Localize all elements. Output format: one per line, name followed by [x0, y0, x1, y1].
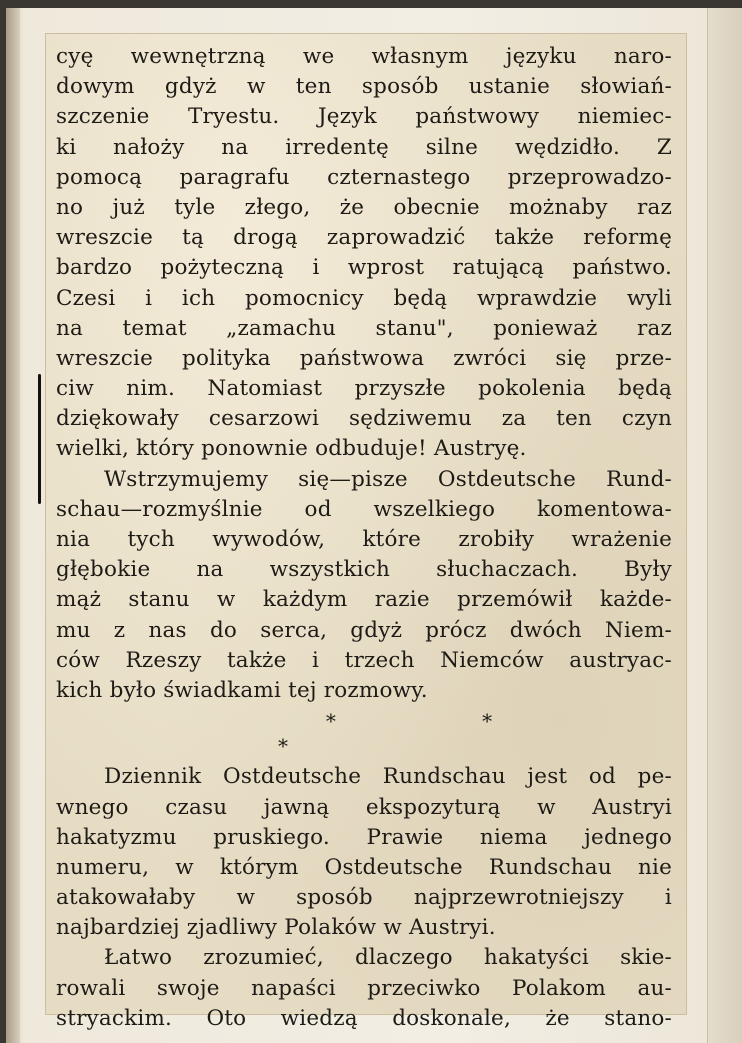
text-line: mąż stanu w każdym razie przemówił każde-: [56, 587, 672, 613]
text-line: nia tych wywodów, które zrobiły wrażenie: [56, 527, 672, 552]
text-line: ki nałoży na irredentę silne wędzidło. Z: [56, 134, 672, 160]
text-line: no już tyle złego, że obecnie możnaby raz: [56, 194, 672, 220]
text-line: mu z nas do serca, gdyż prócz dwóch Niem-: [56, 617, 672, 643]
text-line: numeru, w którym Ostdeutsche Rundschau nie: [56, 854, 672, 880]
text-line: ciw nim. Natomiast przyszłe pokolenia będą: [56, 376, 672, 402]
text-line: wielki, który ponownie odbuduje! Austryę.: [56, 436, 527, 462]
text-line: głębokie na wszystkich słuchaczach. Były: [56, 557, 672, 583]
text-line: na temat „zamachu stanu", ponieważ raz: [56, 315, 672, 341]
text-line: hakatyzmu pruskiego. Prawie niema jednego: [56, 824, 672, 850]
text-line: pomocą paragrafu czternastego przeprowadzo-: [56, 164, 672, 190]
text-line: Wstrzymujemy się—pisze Ostdeutsche Rund-: [104, 466, 672, 492]
page-gutter: [6, 8, 20, 1043]
text-line: kich było świadkami tej rozmowy.: [56, 677, 428, 703]
text-line: atakowałaby w sposób najprzewrotniejszy i: [56, 885, 672, 911]
text-line: cyę wewnętrzną we własnym języku naro-: [56, 44, 672, 69]
text-line: wnego czasu jawną ekspozyturą w Austryi: [56, 794, 672, 820]
text-line: Łatwo zrozumieć, dlaczego hakatyści skie-: [104, 945, 672, 971]
separator-star: *: [278, 734, 289, 759]
article-text: [56, 42, 672, 1034]
text-line: rowali swoje napaści przeciwko Polakom au-: [56, 975, 672, 1001]
text-line: szczenie Tryestu. Język państwowy niemiec-: [56, 104, 672, 130]
text-line: stryackim. Oto wiedzą doskonale, że stano-: [56, 1005, 672, 1031]
text-line: wreszcie polityka państwowa zwróci się prze-: [56, 345, 672, 371]
text-line: schau—rozmyślnie od wszelkiego komentowa-: [56, 496, 672, 522]
text-line: wreszcie tą drogą zaprowadzić także reformę: [56, 225, 672, 251]
separator-stars: * *: [325, 709, 563, 734]
text-line: Czesi i ich pomocnicy będą wprawdzie wyli: [56, 285, 672, 311]
newspaper-clipping: [46, 34, 686, 1031]
text-line: ców Rzeszy także i trzech Niemców austryac-: [56, 647, 672, 673]
text-line: najbardziej zjadliwy Polaków w Austryi.: [56, 915, 496, 941]
text-line: Dziennik Ostdeutsche Rundschau jest od pe-: [104, 764, 672, 790]
album-page: [6, 8, 742, 1043]
page-right-edge: [707, 8, 742, 1043]
text-line: dowym gdyż w ten sposób ustanie słowiań-: [56, 74, 672, 100]
text-line: dziękowały cesarzowi sędziwemu za ten czyn: [56, 406, 672, 432]
margin-mark: [38, 374, 41, 504]
text-line: bardzo pożyteczną i wprost ratującą państwo.: [56, 255, 672, 281]
